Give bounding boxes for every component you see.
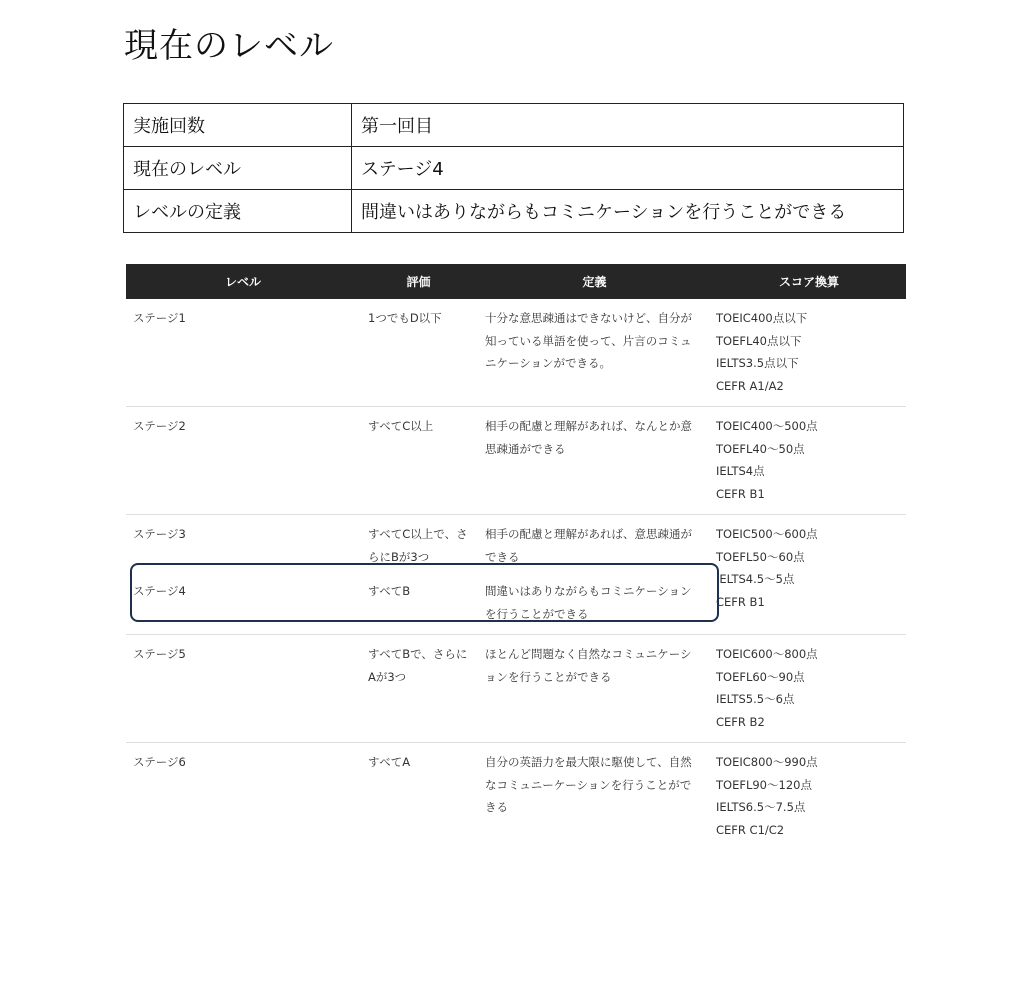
summary-value: 間違いはありながらもコミニケーションを行うことができる: [352, 190, 904, 233]
score-cell: [712, 515, 906, 635]
evaluation-cell: [360, 577, 477, 635]
summary-row: [124, 147, 904, 190]
score-line: TOEIC400〜500点: [716, 419, 818, 433]
definition-cell: [477, 577, 712, 635]
header-evaluation: 評価: [360, 264, 477, 299]
score-line: TOEFL50〜60点: [716, 549, 805, 564]
page-title: 現在のレベル: [124, 26, 334, 66]
definition-line: 相手の配慮と理解があれば、なんとか意: [485, 419, 692, 433]
score-cell: [712, 407, 906, 515]
definition-line: 相手の配慮と理解があれば、意思疎通が: [485, 527, 692, 541]
score-line: TOEIC600〜800点: [716, 647, 818, 661]
score-cell: [712, 743, 906, 851]
definition-line: ョンを行うことができる: [485, 669, 612, 684]
score-line: IELTS4点: [716, 464, 765, 478]
level-cell: ステージ2: [126, 407, 360, 515]
definition-line: きる: [485, 800, 508, 814]
score-line: TOEIC400点以下: [716, 311, 808, 325]
table-row: [126, 515, 906, 578]
evaluation-line: らにBが3つ: [368, 549, 430, 564]
evaluation-line: 1つでもD以下: [368, 311, 442, 325]
score-line: IELTS5.5〜6点: [716, 692, 795, 706]
definition-line: ほとんど問題なく自然なコミュニケーシ: [485, 647, 692, 661]
evaluation-line: すべてA: [368, 755, 411, 769]
score-line: TOEFL90〜120点: [716, 777, 812, 792]
summary-row: [124, 104, 904, 147]
score-line: CEFR A1/A2: [716, 378, 784, 393]
definition-line: 自分の英語力を最大限に駆使して、自然: [485, 755, 692, 769]
level-cell: ステージ5: [126, 635, 360, 743]
summary-table: [123, 103, 904, 233]
score-line: TOEFL60〜90点: [716, 669, 805, 684]
definition-line: ニケーションができる。: [485, 356, 612, 370]
level-cell: ステージ6: [133, 755, 186, 769]
evaluation-line: すべてC以上: [368, 419, 434, 433]
score-line: CEFR B1: [716, 594, 765, 609]
definition-cell: [477, 743, 712, 851]
header-score: スコア換算: [712, 264, 906, 299]
level-table: [126, 264, 906, 850]
definition-line: 知っている単語を使って、片言のコミュ: [485, 333, 692, 348]
score-cell: [712, 299, 906, 407]
level-table-header: [126, 264, 906, 299]
definition-line: を行うことができる: [485, 606, 589, 621]
summary-row: [124, 190, 904, 233]
level-cell: ステージ1: [126, 299, 360, 407]
header-definition: 定義: [477, 264, 712, 299]
evaluation-line: すべてC以上で、さ: [368, 527, 468, 541]
definition-cell: [477, 515, 712, 578]
score-line: CEFR B2: [716, 714, 765, 729]
definition-line: なコミュニーケーションを行うことがで: [485, 777, 692, 792]
score-line: CEFR C1/C2: [716, 822, 785, 837]
level-cell: ステージ4: [126, 577, 360, 635]
evaluation-line: Aが3つ: [368, 669, 407, 684]
evaluation-line: すべてBで、さらに: [368, 647, 468, 661]
definition-line: 間違いはありながらもコミニケーション: [485, 584, 692, 598]
definition-line: 十分な意思疎通はできないけど、自分が: [485, 311, 692, 325]
definition-cell: [477, 407, 712, 515]
table-row: [126, 743, 906, 851]
definition-cell: [477, 635, 712, 743]
score-line: IELTS3.5点以下: [716, 356, 799, 370]
table-row: [126, 635, 906, 743]
score-line: IELTS6.5〜7.5点: [716, 800, 806, 814]
score-cell: [712, 635, 906, 743]
score-line: TOEIC500〜600点: [716, 527, 818, 541]
level-cell: ステージ3: [133, 527, 186, 541]
definition-line: 思疎通ができる: [485, 441, 566, 456]
header-level: レベル: [126, 264, 360, 299]
score-line: TOEFL40点以下: [716, 333, 802, 348]
evaluation-cell: [360, 743, 477, 851]
evaluation-cell: [360, 299, 477, 407]
evaluation-cell: [360, 635, 477, 743]
summary-value: ステージ4: [352, 147, 904, 190]
definition-line: できる: [485, 549, 520, 564]
table-row: [126, 407, 906, 515]
summary-key: 実施回数: [124, 104, 352, 147]
summary-key: レベルの定義: [124, 190, 352, 233]
score-line: TOEFL40〜50点: [716, 441, 805, 456]
score-line: TOEIC800〜990点: [716, 755, 818, 769]
evaluation-line: すべてB: [368, 584, 411, 598]
definition-cell: [477, 299, 712, 407]
score-line: IELTS4.5〜5点: [716, 572, 795, 586]
score-line: CEFR B1: [716, 486, 765, 501]
table-row: [126, 299, 906, 407]
summary-key: 現在のレベル: [124, 147, 352, 190]
evaluation-cell: [360, 515, 477, 578]
summary-value: 第一回目: [352, 104, 904, 147]
evaluation-cell: [360, 407, 477, 515]
